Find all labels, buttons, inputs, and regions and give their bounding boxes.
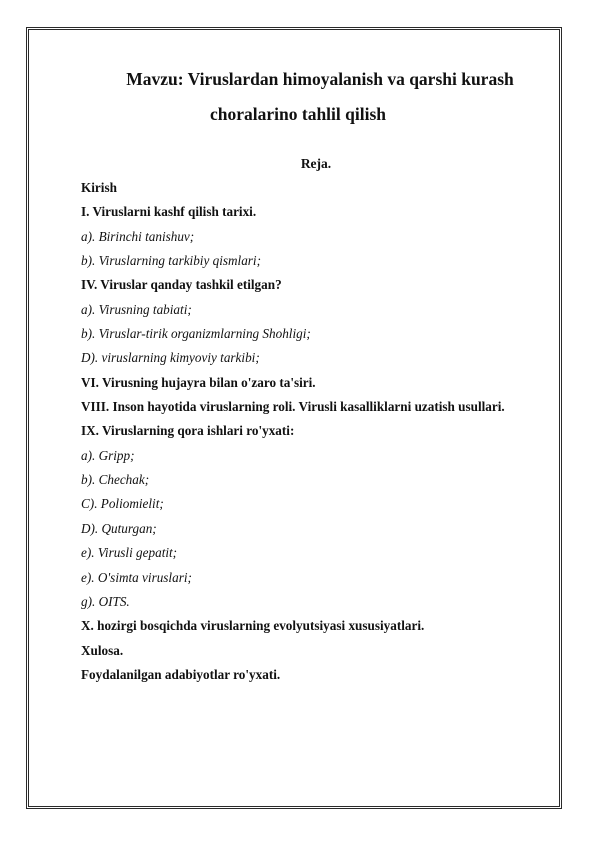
plan-item: a). Virusning tabiati; xyxy=(81,301,192,317)
plan-item: g). OITS. xyxy=(81,593,130,609)
document-title-line2: choralarino tahlil qilish xyxy=(210,104,386,124)
plan-item: C). Poliomielit; xyxy=(81,496,164,512)
plan-item: a). Gripp; xyxy=(81,447,135,463)
plan-list xyxy=(81,181,505,692)
plan-item: b). Viruslar-tirik organizmlarning Shohligi; xyxy=(81,326,311,342)
plan-item: Foydalanilgan adabiyotlar ro'yxati. xyxy=(81,666,281,682)
plan-item: e). Virusli gepatit; xyxy=(81,545,178,561)
plan-item: I. Viruslarni kashf qilish tarixi. xyxy=(81,204,257,220)
plan-item: b). Viruslarning tarkibiy qismlari; xyxy=(81,253,261,269)
plan-item: IX. Viruslarning qora ishlari ro'yxati: xyxy=(81,423,295,439)
plan-item: a). Birinchi tanishuv; xyxy=(81,228,195,244)
plan-item: Kirish xyxy=(81,180,117,195)
plan-item: e). O'simta viruslari; xyxy=(81,569,192,585)
plan-item: VIII. Inson hayotida viruslarning roli. Virusli kasalliklarni uzatish usullari. xyxy=(81,399,505,415)
plan-item: VI. Virusning hujayra bilan o'zaro ta'siri. xyxy=(81,374,316,390)
plan-item: D). viruslarning kimyoviy tarkibi; xyxy=(81,350,260,366)
document-title-line1: Mavzu: Viruslardan himoyalanish va qarshi kurash xyxy=(126,69,514,89)
plan-item: IV. Viruslar qanday tashkil etilgan? xyxy=(81,277,282,293)
plan-item: X. hozirgi bosqichda viruslarning evolyutsiyasi xususiyatlari. xyxy=(81,618,425,634)
plan-item: Xulosa. xyxy=(81,642,124,658)
plan-item: b). Chechak; xyxy=(81,472,150,488)
plan-heading: Reja. xyxy=(300,156,332,171)
plan-item: D). Quturgan; xyxy=(81,520,157,536)
